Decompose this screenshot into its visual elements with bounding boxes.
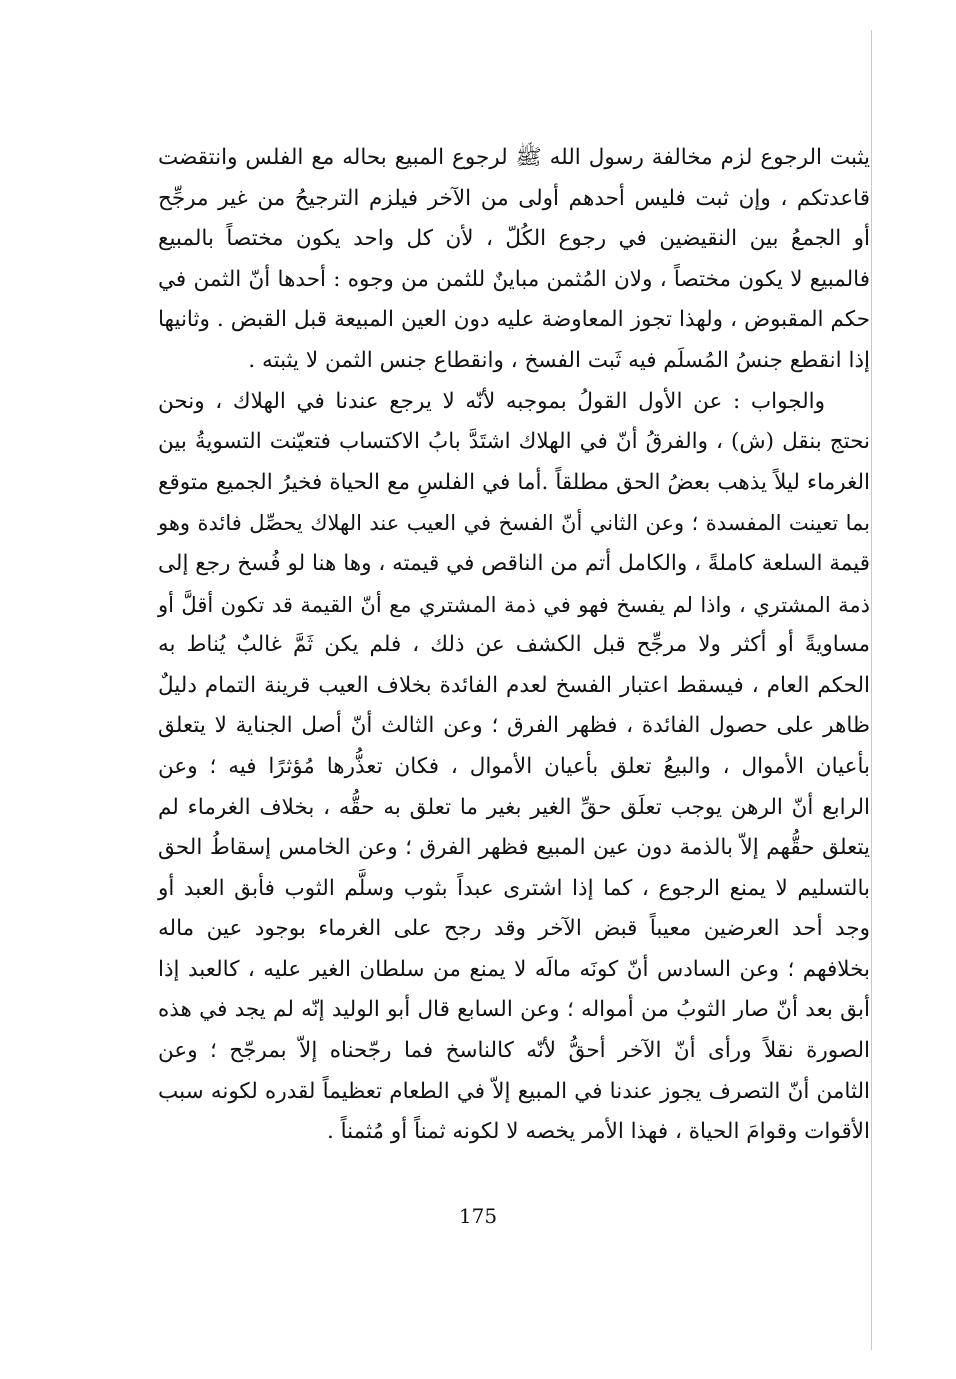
text-line: وجد أحد العرضين معيباً قبض الآخر وقد رجح على الغرماء بوجود عين ماله [158, 916, 870, 942]
text-line: أو الجمعُ بين النقيضين في رجوع الكُلّ ، لأن كل واحد يكون مختصاً بالمبيع [158, 226, 870, 252]
page-edge-line [871, 30, 872, 1350]
text-line: ذمة المشتري ، واذا لم يفسخ فهو في ذمة المشتري مع أنّ القيمة قد تكون أقلَّ أو [158, 592, 870, 617]
paragraph-2 [158, 382, 870, 1153]
text-line: قاعدتكم ، وإن ثبت فليس أحدهم أولى من الآخر فيلزم الترجيحُ من غير مرجِّح [158, 185, 870, 211]
text-line: قيمة السلعة كاملةً ، والكامل أتم من الناقص في قيمته ، وها هنا لو فُسخ رجع إلى [158, 550, 870, 576]
text-line: بأعيان الأموال ، والبيعُ تعلق بأعيان الأموال ، فكان تعذُّرها مُؤثرًا فيه ؛ وعن [158, 753, 870, 779]
text-line: الثامن أنّ التصرف يجوز عندنا في المبيع إلاّ في الطعام تعظيماً لقدره لكونه سبب [158, 1078, 870, 1104]
text-line: الحكم العام ، فيسقط اعتبار الفسخ لعدم الفائدة بخلاف العيب قرينة التمام دليلٌ [158, 672, 870, 698]
text-line: فالمبيع لا يكون مختصاً ، ولان المُثمن مباينٌ للثمن من وجوه : أحدها أنّ الثمن في [158, 266, 870, 292]
text-line: حكم المقبوض ، ولهذا تجوز المعاوضة عليه دون العين المبيعة قبل القبض . وثانيها [158, 307, 870, 333]
text-line: الأقوات وقوامَ الحياة ، فهذا الأمر يخصه لا لكونه ثمناً أو مُثمناً . [326, 1119, 870, 1145]
text-line: بما تعينت المفسدة ؛ وعن الثاني أنّ الفسخ في العيب عند الهلاك يحصِّل فائدة وهو [158, 511, 870, 536]
text-line: مساويةً أو أكثر ولا مرجِّح قبل الكشف عن ذلك ، فلم يكن ثَمَّ غالبٌ يُناط به [158, 632, 870, 658]
text-line: الرابع أنّ الرهن يوجب تعلَق حقِّ الغير بغير ما تعلق به حقُّه ، بخلاف الغرماء لم [158, 794, 870, 820]
text-line: إذا انقطع جنسُ المُسلَم فيه ثَبت الفسخ ، وانقطاع جنس الثمن لا يثبته . [248, 347, 870, 373]
text-line: أبق بعد أنّ صار الثوبُ من أمواله ؛ وعن السابع قال أبو الوليد إنّه لم يجد في هذه [158, 997, 870, 1023]
page-number: 175 [458, 1204, 498, 1228]
text-line: الصورة نقلاً ورأى أنّ الآخر أحقُّ لأنّه كالناسخ فما رجّحناه إلاّ بمرجّح ؛ وعن [158, 1038, 870, 1064]
text-line: يتعلق حقُّهم إلاّ بالذمة دون عين المبيع فظهر الفرق ؛ وعن الخامس إسقاطُ الحق [158, 835, 870, 861]
text-line: بالتسليم لا يمنع الرجوع ، كما إذا اشترى عبداً بثوب وسلَّم الثوب فأبق العبد أو [158, 875, 870, 901]
body-text [158, 138, 870, 1153]
text-line: ظاهر على حصول الفائدة ، فظهر الفرق ؛ وعن الثالث أنّ أصل الجناية لا يتعلق [158, 713, 870, 739]
text-line: بخلافهم ؛ وعن السادس أنّ كونَه مالَه لا يمنع من سلطان الغير عليه ، كالعبد إذا [158, 956, 870, 982]
text-line: نحتج بنقل (ش) ، والفرقُ أنّ في الهلاك اشتَدَّ بابُ الاكتساب فتعيّنت التسويةُ بين [158, 429, 870, 455]
text-line: الغرماء ليلاً يذهب بعضُ الحق مطلقاً .أما في الفلسِ مع الحياة فخيرُ الجميع متوقع [158, 469, 870, 495]
paragraph-1 [158, 138, 870, 382]
text-line: والجواب : عن الأول القولُ بموجبه لأنّه لا يرجع عندنا في الهلاك ، ونحن [158, 388, 825, 414]
text-line: يثبت الرجوع لزم مخالفة رسول الله ﷺ لرجوع المبيع بحاله مع الفلس وانتقضت [158, 145, 870, 170]
